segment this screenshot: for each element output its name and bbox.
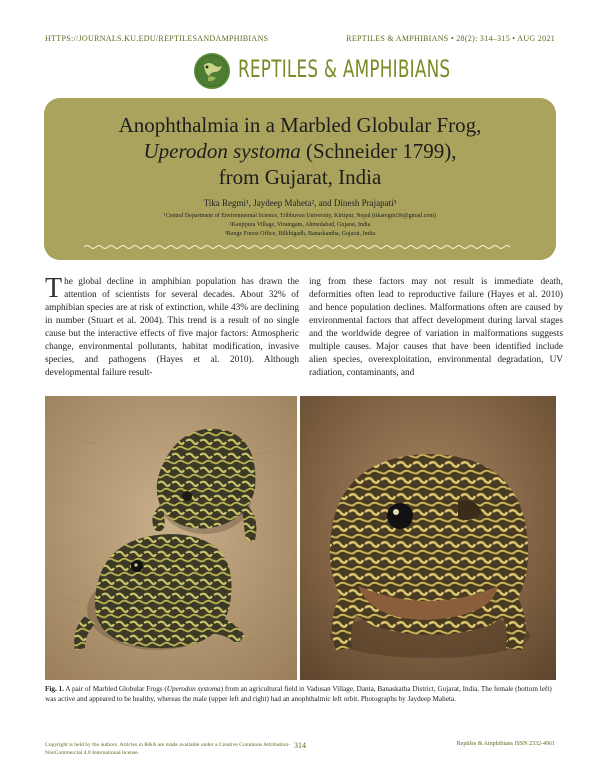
figure-label: Fig. 1.: [45, 685, 64, 693]
issue-citation: REPTILES & AMPHIBIANS • 28(2): 314–315 • AUG 2021: [346, 34, 555, 43]
article-title: Anophthalmia in a Marbled Globular Frog, Uperodon systoma (Schneider 1799), from Gujarat, India: [118, 113, 482, 189]
journal-issn: Reptiles & Amphibians ISSN 2332-4961: [456, 741, 555, 747]
frog-photo-right: [300, 396, 556, 680]
frog-photo-left: [45, 396, 297, 680]
caption-species: Uperodon systoma: [166, 685, 221, 693]
journal-logo-text: REPTILES & AMPHIBIANS: [238, 55, 451, 83]
affiliation-3: ³Range Forest Office, Bilkhigadh, Banaskantha, Gujarat, India: [225, 231, 375, 237]
title-box: [44, 98, 556, 260]
title-species: Uperodon systoma: [143, 139, 301, 163]
figure-caption: Fig. 1. A pair of Marbled Globular Frogs (Uperodon systoma) from an agricultural field in Vadusan Village, Danta, Banaskatha District, Gujarat, India. The female (bottom left) was active and appeared to be healthy, whereas the male (upper left and right) had an anophthalmic left orbit. Photographs by Jaydeep Maheta.: [45, 685, 552, 703]
body-column-left: [45, 273, 299, 380]
author-list: Tika Regmi¹, Jaydeep Maheta², and Dinesh Prajapati³: [203, 198, 397, 208]
affiliation-2: ²Kanjipura Village, Viramgam, Ahmedabad, Gujarat, India: [229, 222, 371, 228]
globe-logo-icon: [194, 53, 230, 89]
affiliation-1: ¹Central Department of Environmental Science, Tribhuvan University, Kirtipur, Nepal (tikaregmi36@gmail.com): [163, 213, 437, 219]
drop-cap: T: [45, 273, 63, 304]
journal-url[interactable]: HTTPS://JOURNALS.KU.EDU/REPTILESANDAMPHIBIANS: [45, 34, 269, 43]
body-column-right: ing from these factors may not result is immediate death, deformities often lead to reproductive failure (Hayes et al. 2010) and hence population declines. Malformations often are caused by environmental factors that affect development during larval stages and the worldwide degree of variation in malformations suggests multiple causes. Major causes that have been identified include alien species, overexploitation, environmental degradation, UV radiation, contaminants, and: [309, 277, 563, 379]
page-number: 314: [294, 741, 306, 750]
body-text-left: he global decline in amphibian population has drawn the attention of scientists for several decades. About 32% of amphibian species are at risk of extinction, while 43% are declining in number (Stuart et al. 2004). This trend is a result of no single cause but the interactive effects of five major factors: Atmospheric change, environmental pollutants, habitat modification, invasive species, and pathogens (Hayes et al. 2010). Although developmental failure result-: [45, 277, 299, 379]
wave-divider: [84, 244, 516, 250]
journal-logo: [0, 52, 600, 92]
copyright-notice: Copyright is held by the authors. Articles in R&A are made available under a Creative Commons Attribution-NonCommercial 4.0 International license.: [45, 742, 290, 756]
